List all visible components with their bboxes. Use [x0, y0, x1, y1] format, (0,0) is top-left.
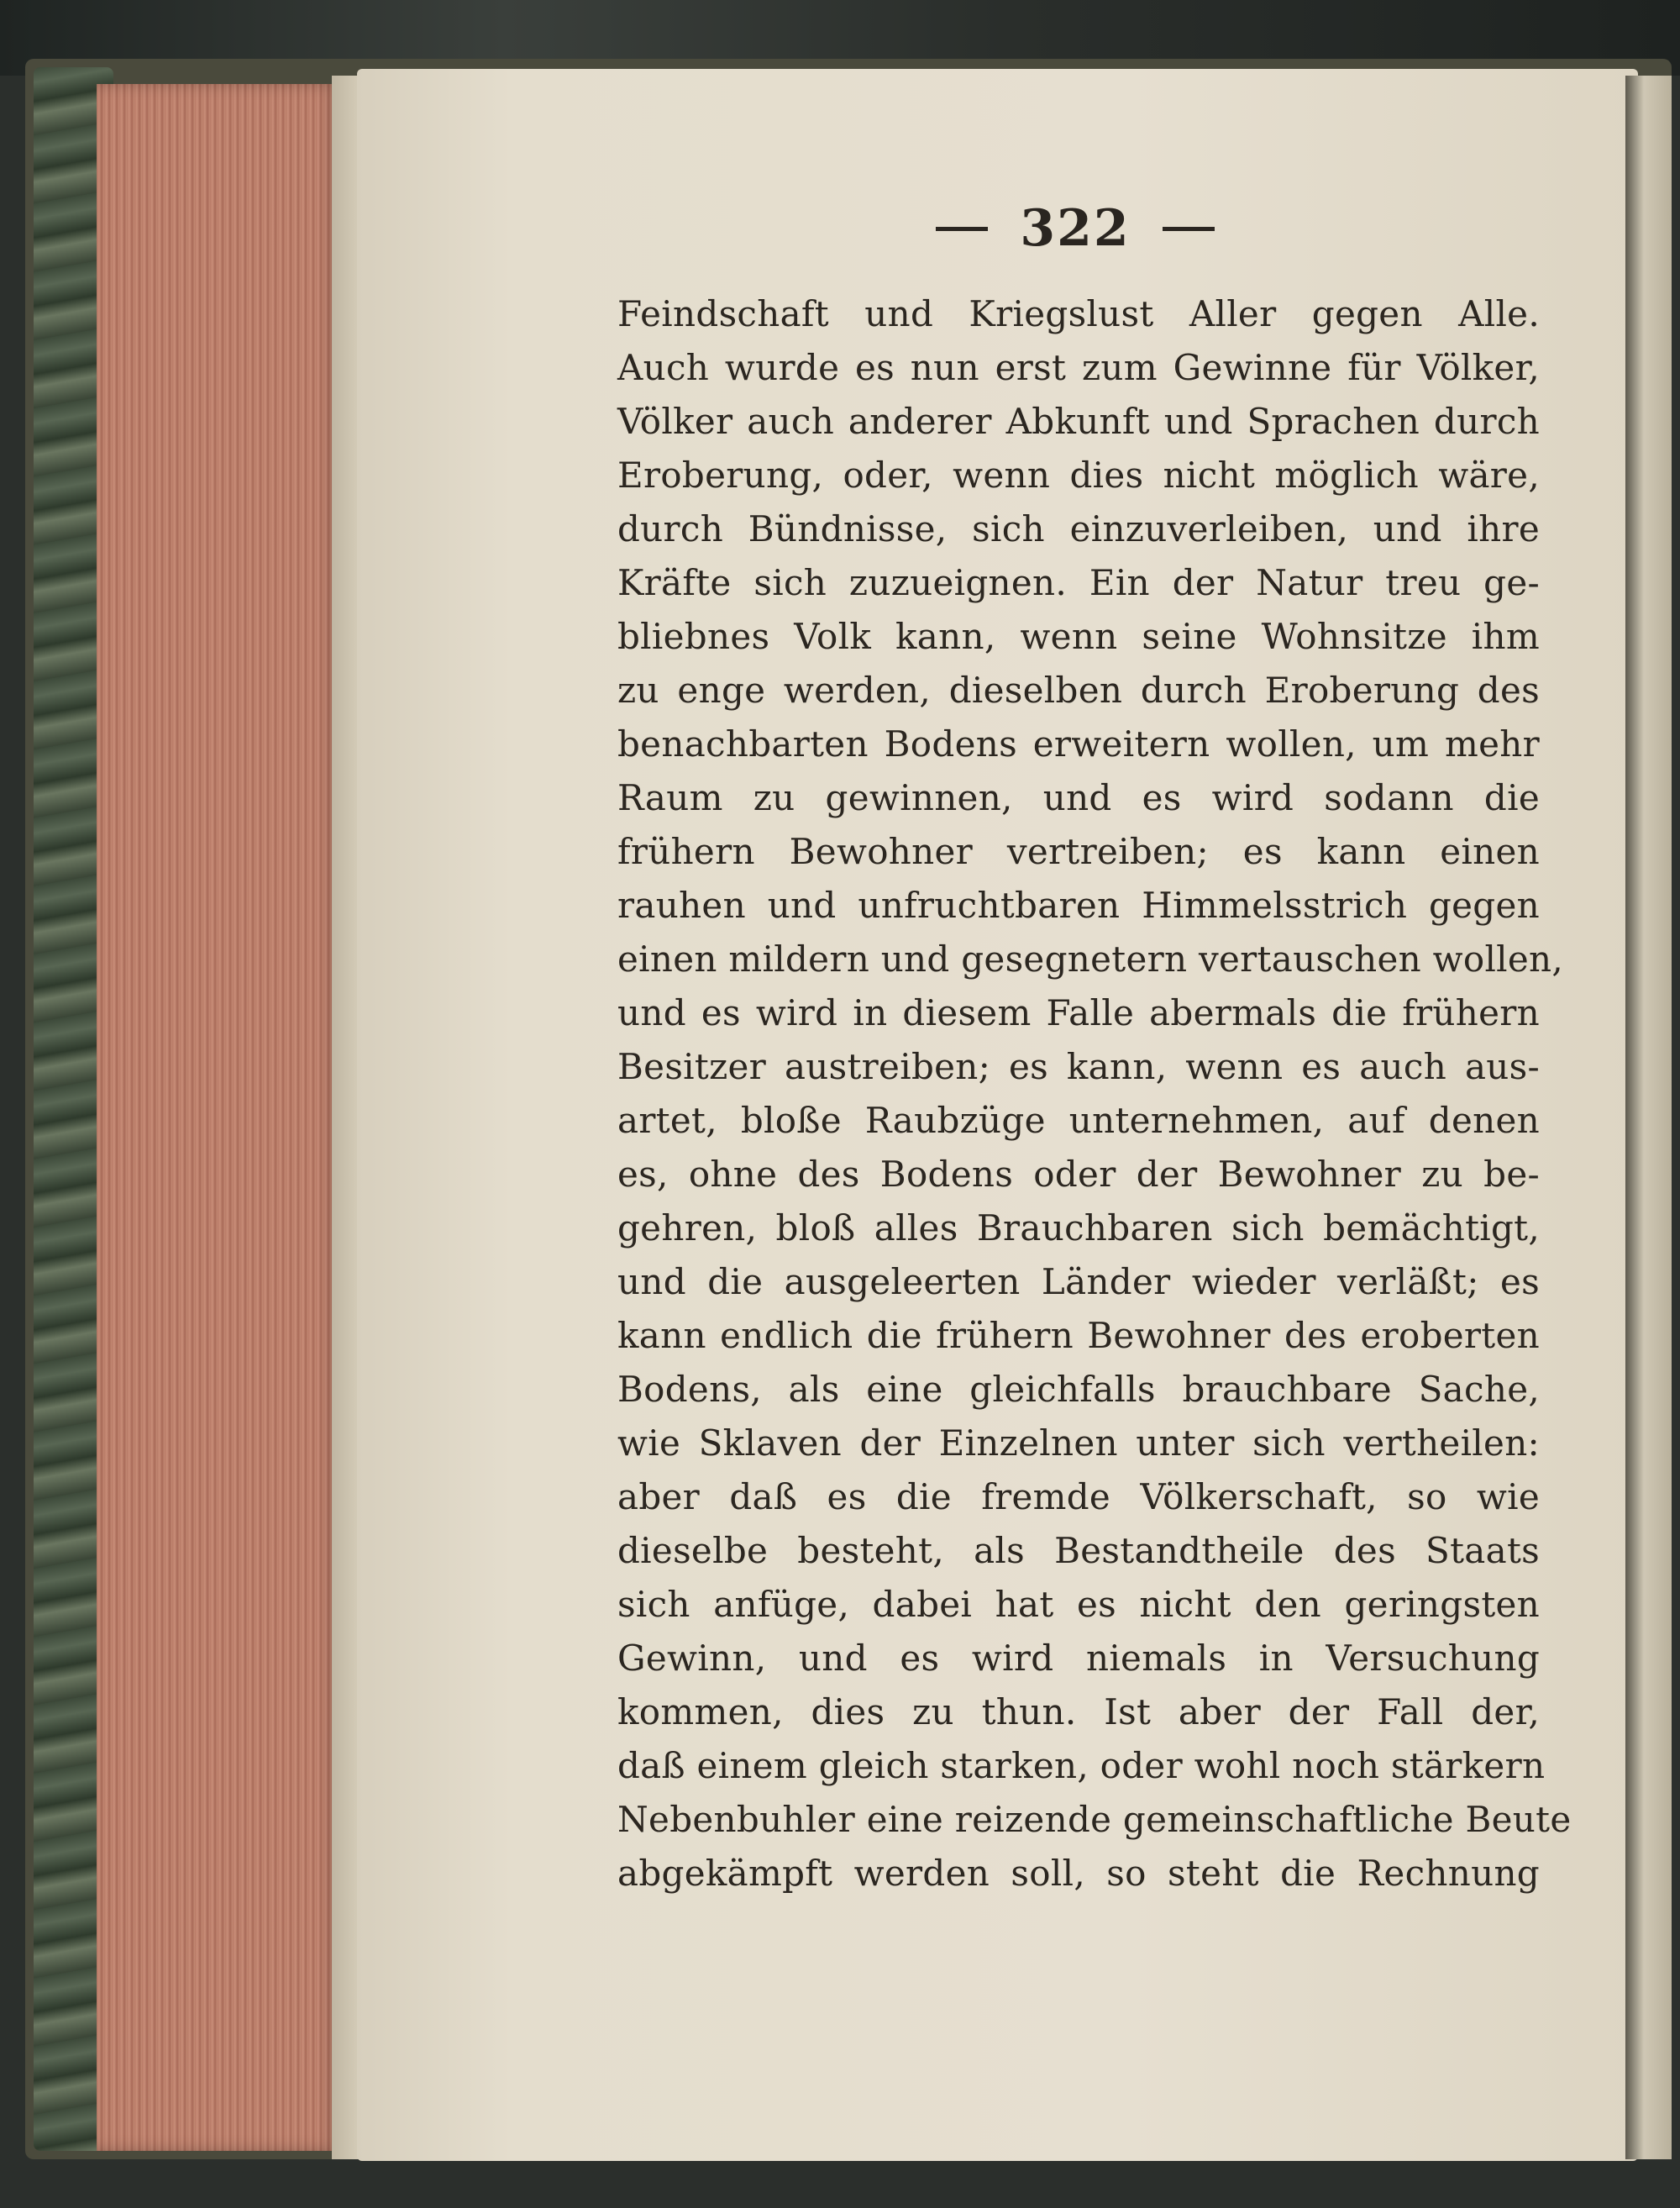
text-line: Kräfte sich zuzueignen. Ein der Natur treu ge-: [617, 562, 1540, 603]
page-header: [882, 195, 1268, 262]
text-line: frühern Bewohner vertreiben; es kann einen: [617, 831, 1540, 872]
text-line: Nebenbuhler eine reizende gemeinschaftliche Beute: [617, 1799, 1572, 1840]
text-line: Besitzer austreiben; es kann, wenn es auch aus-: [617, 1046, 1540, 1087]
text-line: Auch wurde es nun erst zum Gewinne für Völker,: [617, 347, 1540, 388]
text-line: gehren, bloß alles Brauchbaren sich bemächtigt,: [617, 1207, 1540, 1249]
text-line: aber daß es die fremde Völkerschaft, so wie: [617, 1476, 1540, 1517]
text-line: zu enge werden, dieselben durch Eroberung des: [617, 670, 1540, 711]
text-line: durch Bündnisse, sich einzuverleiben, und ihre: [617, 508, 1540, 549]
header-dash-left: [936, 227, 988, 231]
body-text: [617, 287, 1572, 1900]
text-line: Völker auch anderer Abkunft und Sprachen durch: [617, 401, 1540, 442]
text-line: Feindschaft und Kriegslust Aller gegen Alle.: [617, 293, 1540, 334]
text-line: abgekämpft werden soll, so steht die Rechnung: [617, 1853, 1540, 1894]
text-line: kommen, dies zu thun. Ist aber der Fall der,: [617, 1691, 1540, 1732]
text-line: dieselbe besteht, als Bestandtheile des Staats: [617, 1530, 1540, 1571]
text-line: rauhen und unfruchtbaren Himmelsstrich gegen: [617, 885, 1540, 926]
text-line: und die ausgeleerten Länder wieder verläßt; es: [617, 1261, 1540, 1302]
text-line: kann endlich die frühern Bewohner des eroberten: [617, 1315, 1540, 1356]
text-line: benachbarten Bodens erweitern wollen, um mehr: [617, 723, 1540, 765]
header-dash-right: [1163, 227, 1215, 231]
text-line: einen mildern und gesegnetern vertauschen wollen,: [617, 938, 1564, 980]
page-number: 322: [1020, 199, 1131, 258]
text-line: und es wird in diesem Falle abermals die frühern: [617, 992, 1540, 1033]
text-line: Bodens, als eine gleichfalls brauchbare Sache,: [617, 1369, 1540, 1410]
text-line: es, ohne des Bodens oder der Bewohner zu be-: [617, 1154, 1540, 1195]
facing-page-edge: [1625, 76, 1672, 2159]
text-line: wie Sklaven der Einzelnen unter sich vertheilen:: [617, 1422, 1540, 1464]
text-line: Raum zu gewinnen, und es wird sodann die: [617, 777, 1540, 818]
text-line: sich anfüge, dabei hat es nicht den geringsten: [617, 1584, 1540, 1625]
page-block-edge: [97, 84, 340, 2151]
text-line: Eroberung, oder, wenn dies nicht möglich wäre,: [617, 455, 1540, 496]
text-line: artet, bloße Raubzüge unternehmen, auf denen: [617, 1100, 1540, 1141]
text-line: daß einem gleich starken, oder wohl noch stärkern: [617, 1745, 1546, 1786]
text-line: bliebnes Volk kann, wenn seine Wohnsitze ihm: [617, 616, 1540, 657]
text-line: Gewinn, und es wird niemals in Versuchung: [617, 1638, 1540, 1679]
